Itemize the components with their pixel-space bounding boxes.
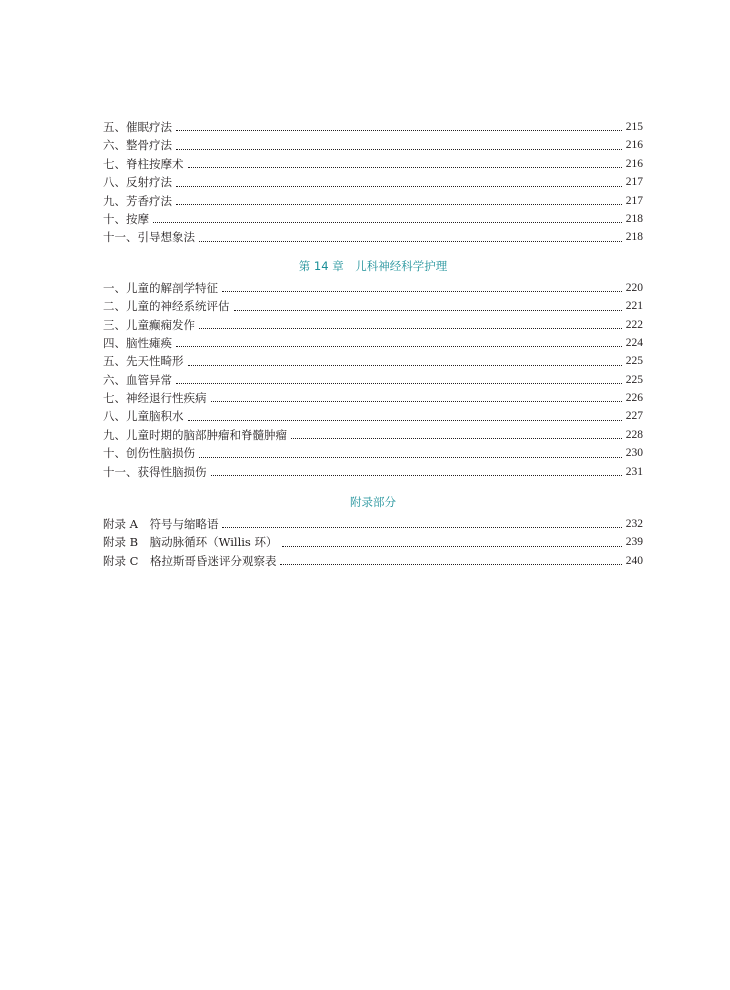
- toc-entry-page: 231: [625, 465, 643, 478]
- toc-entry[interactable]: [103, 515, 643, 533]
- dot-leader: [199, 456, 622, 458]
- toc-entry-label: 五、先天性畸形: [103, 354, 184, 369]
- toc-entry-page: 222: [625, 318, 643, 331]
- toc-entry-page: 217: [625, 194, 643, 207]
- toc-entry-label: 八、反射疗法: [103, 175, 172, 190]
- toc-entry[interactable]: [103, 371, 643, 389]
- toc-entry-label: 五、催眠疗法: [103, 119, 172, 134]
- toc-entry-page: 217: [625, 176, 643, 189]
- toc-entry-label: 七、神经退行性疾病: [103, 391, 207, 406]
- appendix-heading[interactable]: 附录部分: [350, 495, 396, 510]
- dot-leader: [176, 129, 622, 131]
- dot-leader: [176, 148, 622, 150]
- toc-entry-label: 九、儿童时期的脑部肿瘤和脊髓肿瘤: [103, 427, 287, 442]
- toc-entry[interactable]: [103, 389, 643, 407]
- toc-entry-page: 230: [625, 447, 643, 460]
- toc-entry[interactable]: [103, 552, 643, 570]
- toc-entry-page: 215: [625, 120, 643, 133]
- toc-entry[interactable]: [103, 426, 643, 444]
- toc-entry[interactable]: [103, 279, 643, 297]
- toc-entry-label: 十一、获得性脑损伤: [103, 464, 207, 479]
- toc-entry-label: 附录 B 脑动脉循环（Willis 环）: [103, 535, 278, 550]
- toc-entry-label: 一、儿童的解剖学特征: [103, 280, 218, 295]
- toc-entry-page: 216: [625, 139, 643, 152]
- dot-leader: [176, 203, 622, 205]
- toc-entry-label: 六、血管异常: [103, 372, 172, 387]
- dot-leader: [211, 474, 622, 476]
- dot-leader: [188, 166, 622, 168]
- toc-entry-page: 239: [625, 536, 643, 549]
- toc-entry-page: 227: [625, 410, 643, 423]
- table-of-contents: [103, 118, 643, 570]
- toc-entry-label: 九、芳香疗法: [103, 193, 172, 208]
- dot-leader: [199, 327, 622, 329]
- dot-leader: [282, 545, 622, 547]
- toc-entry[interactable]: [103, 192, 643, 210]
- toc-entry[interactable]: [103, 297, 643, 315]
- dot-leader: [291, 437, 622, 439]
- dot-leader: [199, 240, 622, 242]
- toc-entry-page: 226: [625, 392, 643, 405]
- toc-entry-label: 六、整骨疗法: [103, 138, 172, 153]
- toc-entry-page: 228: [625, 428, 643, 441]
- toc-entry[interactable]: [103, 155, 643, 173]
- toc-entry-page: 216: [625, 157, 643, 170]
- toc-section-alternative-therapies: [103, 118, 643, 247]
- toc-entry-page: 220: [625, 281, 643, 294]
- toc-entry[interactable]: [103, 316, 643, 334]
- toc-entry-page: 221: [625, 300, 643, 313]
- toc-section-appendix: [103, 515, 643, 570]
- toc-entry-label: 附录 A 符号与缩略语: [103, 517, 219, 532]
- dot-leader: [280, 563, 621, 565]
- toc-entry[interactable]: [103, 228, 643, 246]
- toc-entry-label: 八、儿童脑积水: [103, 409, 184, 424]
- dot-leader: [222, 526, 621, 528]
- toc-entry[interactable]: [103, 173, 643, 191]
- dot-leader: [176, 345, 622, 347]
- toc-entry[interactable]: [103, 136, 643, 154]
- toc-entry-label: 十一、引导想象法: [103, 230, 195, 245]
- toc-entry-label: 十、按摩: [103, 211, 149, 226]
- dot-leader: [222, 290, 622, 292]
- toc-entry-label: 三、儿童癫痫发作: [103, 317, 195, 332]
- toc-entry[interactable]: [103, 210, 643, 228]
- toc-section-chapter-14: [103, 279, 643, 481]
- toc-entry-page: 218: [625, 231, 643, 244]
- toc-entry-page: 240: [625, 554, 643, 567]
- toc-entry-page: 232: [625, 518, 643, 531]
- toc-entry[interactable]: [103, 352, 643, 370]
- dot-leader: [153, 221, 622, 223]
- toc-entry-label: 四、脑性瘫痪: [103, 335, 172, 350]
- dot-leader: [211, 400, 622, 402]
- toc-entry[interactable]: [103, 463, 643, 481]
- dot-leader: [176, 185, 622, 187]
- chapter-14-heading[interactable]: 第 14 章 儿科神经科学护理: [298, 258, 448, 273]
- toc-entry[interactable]: [103, 444, 643, 462]
- toc-entry[interactable]: [103, 407, 643, 425]
- toc-entry-page: 225: [625, 355, 643, 368]
- dot-leader: [176, 382, 622, 384]
- toc-entry-page: 224: [625, 336, 643, 349]
- toc-entry-label: 十、创伤性脑损伤: [103, 446, 195, 461]
- toc-entry-page: 225: [625, 373, 643, 386]
- dot-leader: [234, 309, 622, 311]
- toc-entry[interactable]: [103, 533, 643, 551]
- toc-entry-label: 七、脊柱按摩术: [103, 156, 184, 171]
- toc-entry[interactable]: [103, 334, 643, 352]
- dot-leader: [188, 364, 622, 366]
- dot-leader: [188, 419, 622, 421]
- toc-entry-label: 附录 C 格拉斯哥昏迷评分观察表: [103, 553, 277, 568]
- toc-entry-label: 二、儿童的神经系统评估: [103, 299, 230, 314]
- toc-entry-page: 218: [625, 212, 643, 225]
- toc-entry[interactable]: [103, 118, 643, 136]
